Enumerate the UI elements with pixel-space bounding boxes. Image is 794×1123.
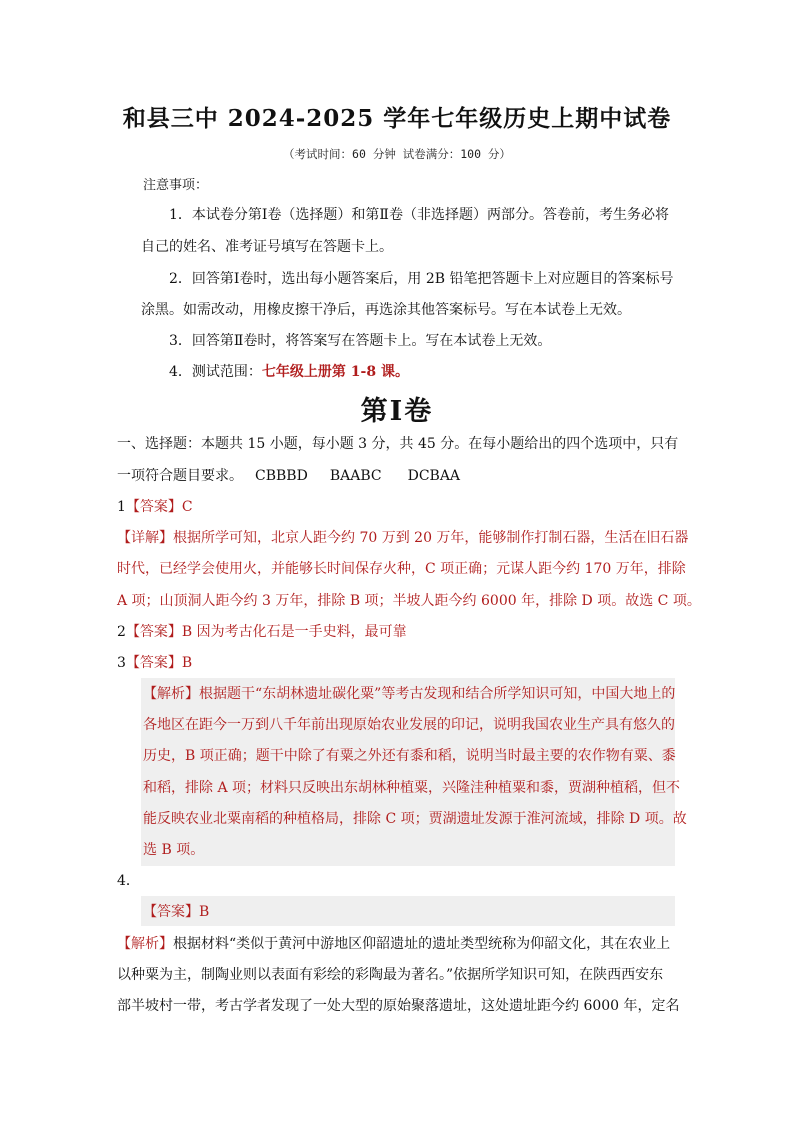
q1-detail-line-2: 时代，已经学会使用火，并能够长时间保存火种，C 项正确；元谋人距今约 170 万年，排除 [117, 561, 686, 577]
q4-answer: B [199, 904, 210, 920]
q1-answer: C [181, 499, 193, 515]
notice-item-3: 3．回答第Ⅱ卷时，将答案写在答题卡上。写在本试卷上无效。 [169, 333, 552, 349]
q3-analysis-line-1 [143, 684, 675, 704]
q2-answer-line [117, 622, 407, 642]
q4-number: 4． [117, 873, 140, 889]
q3-analysis-line-3: 历史，B 项正确；题干中除了有粟之外还有黍和稻，说明当时最主要的农作物有粟、黍 [143, 748, 676, 764]
q2-number: 2 [117, 624, 126, 640]
q3-answer-tag: 【答案】 [125, 655, 182, 671]
q4-answer-tag: 【答案】 [143, 904, 199, 920]
q2-answer-tag: 【答案】 [125, 624, 182, 640]
q2-answer: B 因为考古化石是一手史料，最可靠 [181, 624, 407, 640]
answer-group-2: BAABC [329, 468, 382, 484]
q1-detail-tag: 【详解】 [117, 530, 173, 546]
q3-analysis-line-5: 能反映农业北粟南稻的种植格局，排除 C 项；贾湖遗址发源于淮河流域，排除 D 项。故 [143, 811, 687, 827]
exam-subtitle: （考试时间：60 分钟 试卷满分：100 分） [283, 147, 511, 161]
notice-heading: 注意事项： [143, 178, 209, 193]
q3-answer: B [181, 655, 193, 671]
q4-answer-line [143, 902, 209, 922]
q3-analysis-box [141, 678, 675, 866]
q4-analysis-text-1: 根据材料“类似于黄河中游地区仰韶遗址的遗址类型统称为仰韶文化，其在农业上 [173, 936, 671, 952]
q1-detail-line-3: A 项；山顶洞人距今约 3 万年，排除 B 项；半坡人距今约 6000 年，排除 D 项。故选 C 项。 [117, 593, 701, 609]
q1-number: 1 [117, 499, 126, 515]
instructions-line-2 [117, 466, 460, 486]
q3-analysis-tag: 【解析】 [143, 686, 199, 702]
q4-analysis-line-2: 以种粟为主，制陶业则以表面有彩绘的彩陶最为著名。”依据所学知识可知，在陕西西安东 [117, 967, 664, 983]
section-title: 第Ⅰ卷 [360, 396, 434, 427]
notice-item-4 [169, 362, 409, 382]
q1-detail-text-1: 根据所学可知，北京人距今约 70 万到 20 万年，能够制作打制石器，生活在旧石器 [173, 530, 689, 546]
notice-item-4-prefix: 4．测试范围： [169, 364, 262, 380]
q3-analysis-line-2: 各地区在距今一万到八千年前出现原始农业发展的印记，说明我国农业生产具有悠久的 [143, 717, 675, 733]
notice-item-2-line-1: 2．回答第Ⅰ卷时，选出每小题答案后，用 2B 铅笔把答题卡上对应题目的答案标号 [169, 271, 674, 287]
q3-number: 3 [117, 655, 126, 671]
q3-answer-line [117, 653, 192, 673]
q4-analysis-line-3: 部半坡村一带，考古学者发现了一处大型的原始聚落遗址，这处遗址距今约 6000 年，定名 [117, 998, 680, 1014]
q1-detail-line-1 [117, 528, 688, 548]
q1-answer-tag: 【答案】 [125, 499, 182, 515]
answer-group-1: CBBBD [255, 468, 308, 484]
q4-analysis-tag: 【解析】 [117, 936, 173, 952]
q3-analysis-line-4: 和稻，排除 A 项；材料只反映出东胡林种植粟，兴隆洼种植粟和黍，贾湖种植稻，但不 [143, 780, 681, 796]
test-scope: 七年级上册第 1-8 课。 [261, 364, 409, 380]
q3-analysis-line-6: 选 B 项。 [143, 842, 205, 858]
notice-item-1-line-2: 自己的姓名、准考证号填写在答题卡上。 [141, 239, 393, 255]
q4-answer-box [141, 896, 675, 926]
exam-title: 和县三中 2024-2025 学年七年级历史上期中试卷 [122, 105, 672, 132]
q3-analysis-text-1: 根据题干“东胡林遗址碳化粟”等考古发现和结合所学知识可知，中国大地上的 [199, 686, 676, 702]
instructions-line-1: 一、选择题：本题共 15 小题，每小题 3 分，共 45 分。在每小题给出的四个选项中，只有 [117, 436, 679, 452]
notice-item-2-line-2: 涂黑。如需改动，用橡皮擦干净后，再选涂其他答案标号。写在本试卷上无效。 [141, 302, 631, 318]
instructions-line-2-text: 一项符合题目要求。 [117, 468, 243, 484]
q4-analysis-line-1 [117, 934, 670, 954]
answer-group-3: DCBAA [407, 468, 461, 484]
notice-item-1-line-1: 1．本试卷分第Ⅰ卷（选择题）和第Ⅱ卷（非选择题）两部分。答卷前，考生务必将 [169, 207, 669, 223]
q1-answer-line [117, 497, 193, 517]
